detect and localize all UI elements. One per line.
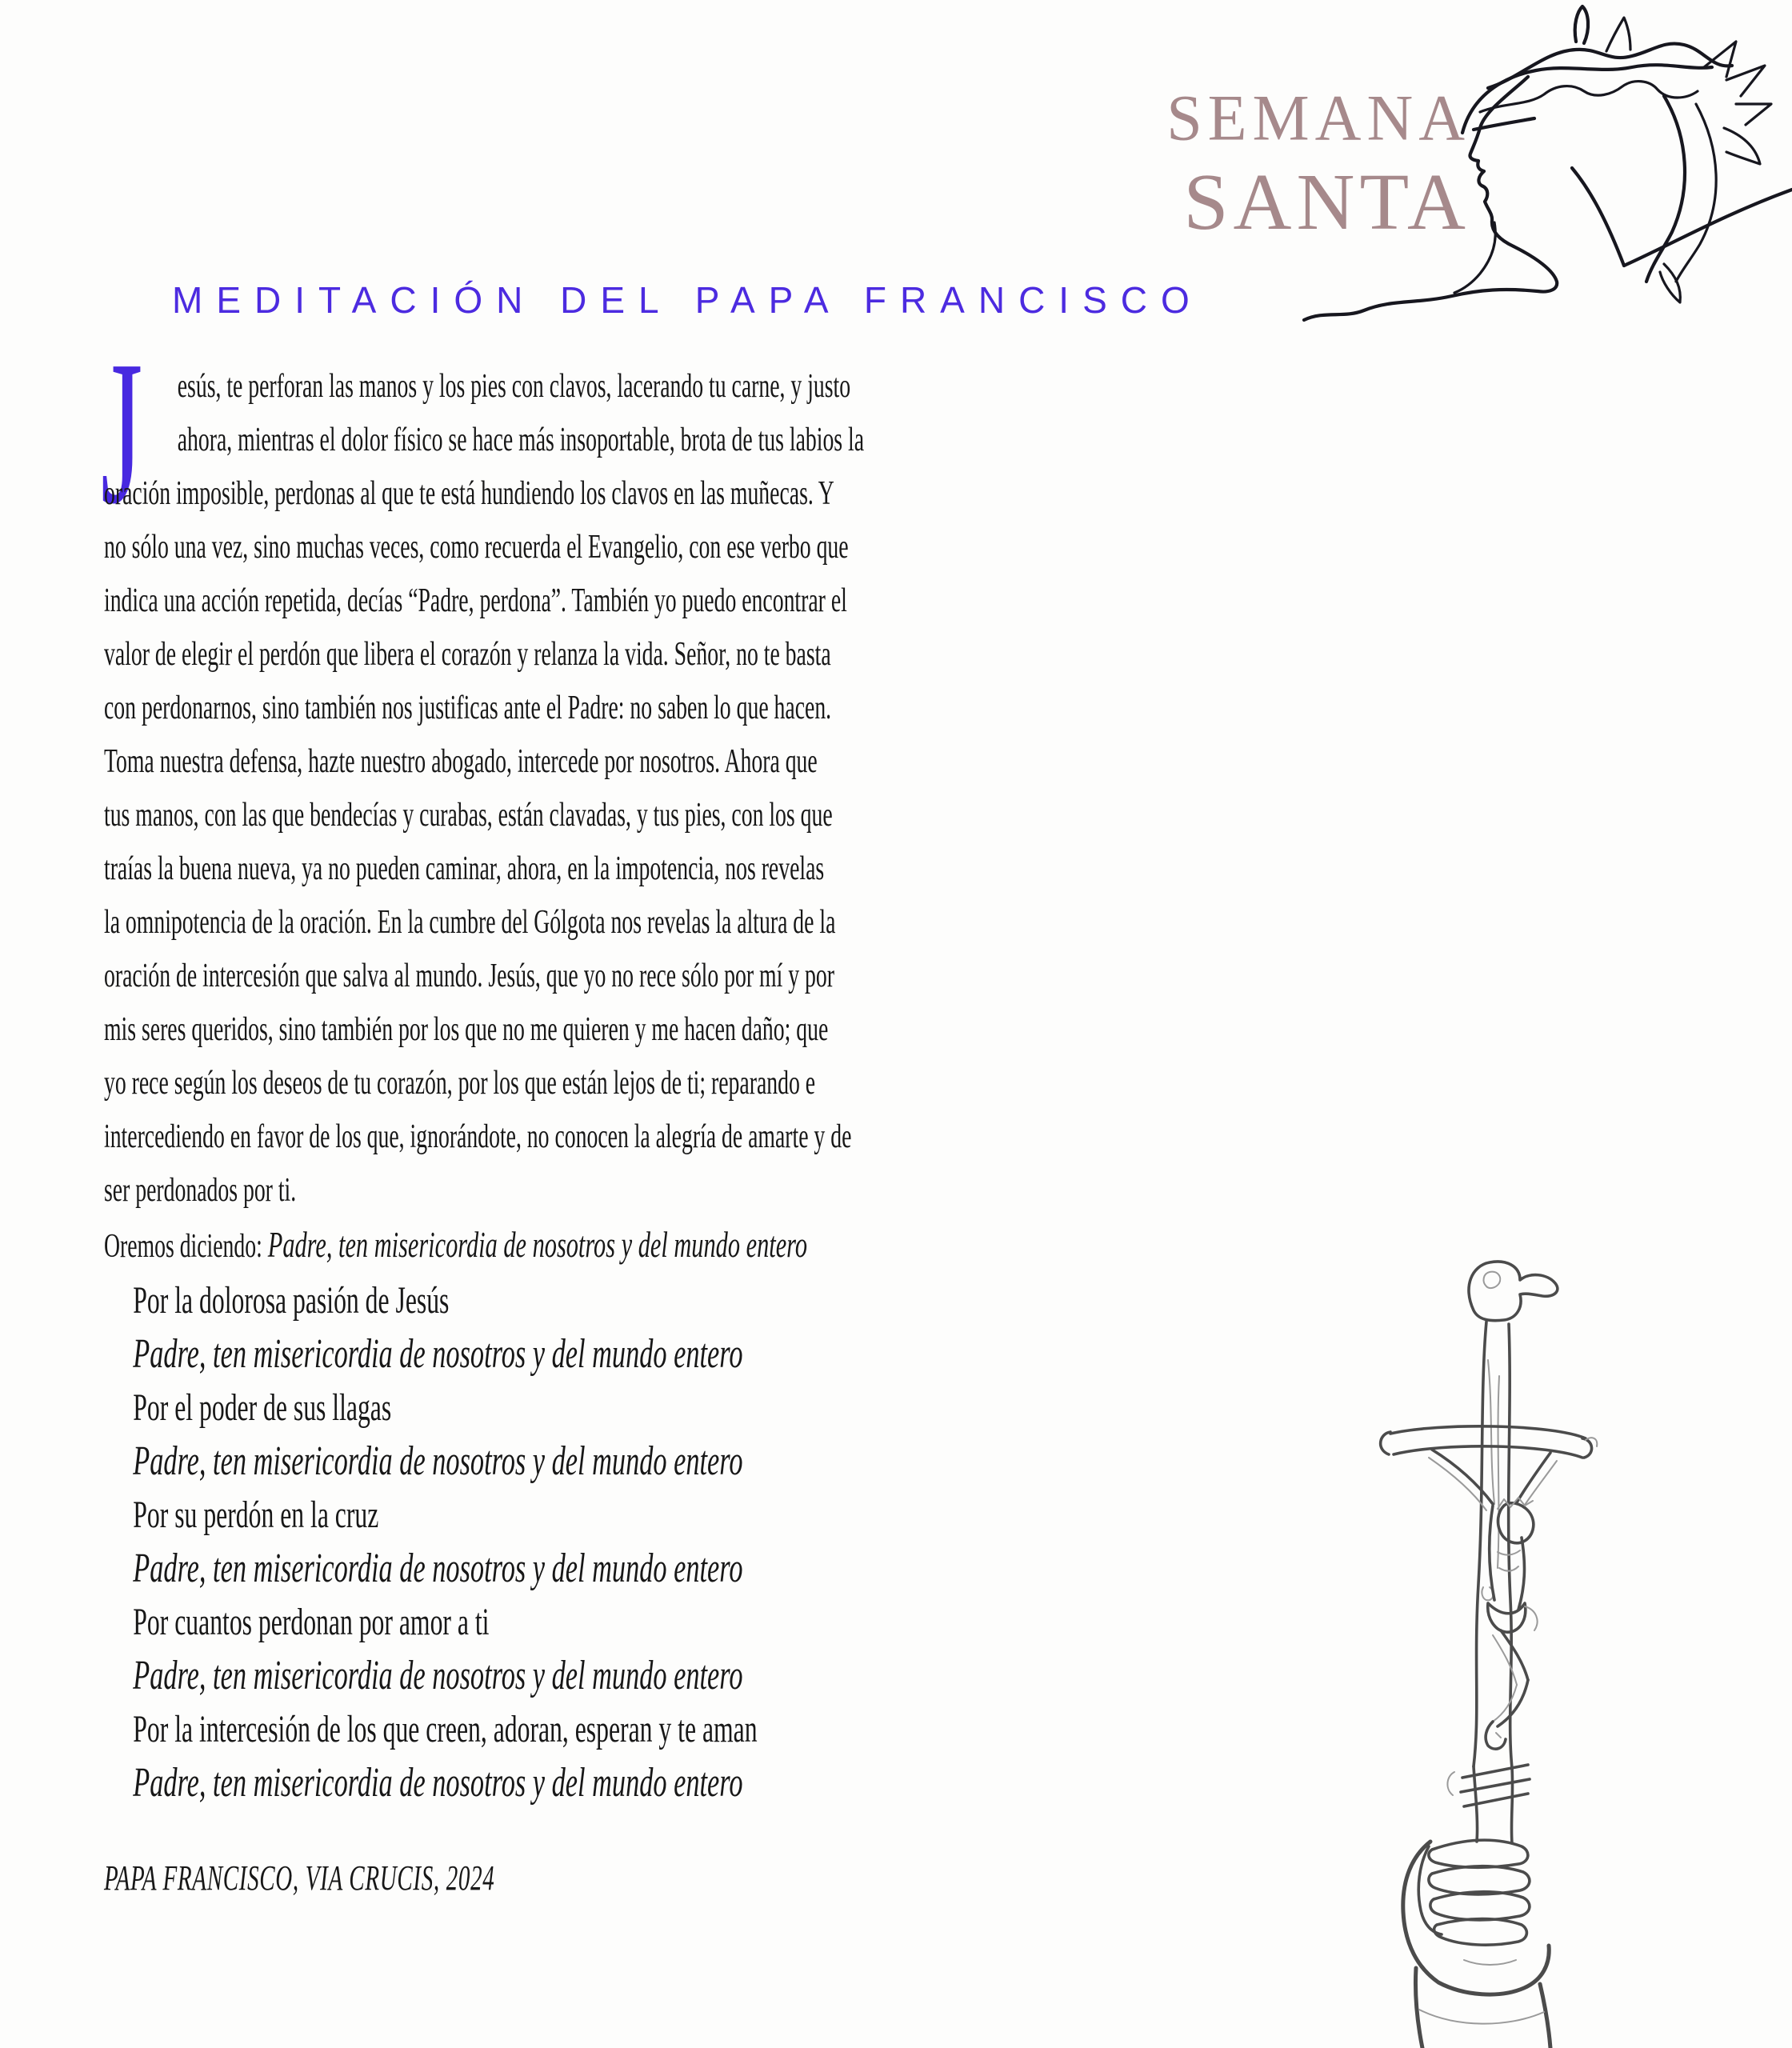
litany-intro-prefix: Oremos diciendo:: [104, 1228, 268, 1265]
meditation-line: Toma nuestra defensa, hazte nuestro abogado, intercede por nosotros. Ahora que: [104, 743, 818, 780]
litany-petition: Por cuantos perdonan por amor a ti: [133, 1601, 490, 1643]
brand-semana-santa: [1166, 82, 1470, 246]
litany-petition: Por el poder de sus llagas: [133, 1386, 392, 1429]
litany-petition: Por la intercesión de los que creen, adoran, esperan y te aman: [133, 1708, 758, 1750]
dropcap-J: J: [101, 318, 143, 546]
meditation-line: ahora, mientras el dolor físico se hace más insoportable, brota de tus labios la: [177, 422, 865, 458]
brand-line-1: SEMANA: [1166, 82, 1470, 154]
meditation-line: oración imposible, perdonas al que te está hundiendo los clavos en las muñecas. Y: [104, 475, 834, 512]
meditation-line: yo rece según los deseos de tu corazón, por los que están lejos de ti; reparando e: [104, 1065, 816, 1102]
page-title: MEDITACIÓN DEL PAPA FRANCISCO: [172, 279, 1203, 321]
litany-response: Padre, ten misericordia de nosotros y del mundo entero: [133, 1331, 743, 1377]
litany-intro: [104, 1218, 981, 1274]
meditation-paragraph: [104, 360, 981, 1218]
litany-list: [104, 1274, 981, 1810]
litany-response: Padre, ten misericordia de nosotros y del mundo entero: [133, 1760, 743, 1806]
text-column: [104, 360, 981, 1898]
meditation-line: no sólo una vez, sino muchas veces, como recuerda el Evangelio, con ese verbo que: [104, 529, 849, 566]
meditation-line: la omnipotencia de la oración. En la cumbre del Gólgota nos revelas la altura de la: [104, 904, 836, 941]
attribution: PAPA FRANCISCO, VIA CRUCIS, 2024: [104, 1858, 495, 1898]
meditation-line: esús, te perforan las manos y los pies con clavos, lacerando tu carne, y justo: [177, 368, 851, 405]
meditation-line: tus manos, con las que bendecías y curabas, están clavadas, y tus pies, con los que: [104, 797, 833, 834]
meditation-line: valor de elegir el perdón que libera el corazón y relanza la vida. Señor, no te basta: [104, 636, 831, 673]
brand-line-2: SANTA: [1183, 157, 1470, 246]
meditation-line: con perdonarnos, sino también nos justificas ante el Padre: no saben lo que hacen.: [104, 690, 832, 726]
meditation-line: oración de intercesión que salva al mundo. Jesús, que yo no rece sólo por mí y por: [104, 958, 834, 994]
meditation-line: indica una acción repetida, decías “Padre, perdona”. También yo puedo encontrar el: [104, 582, 847, 619]
hand-holding-crucifix-icon: [1352, 1248, 1624, 2048]
litany-petition: Por su perdón en la cruz: [133, 1494, 379, 1536]
litany-response: Padre, ten misericordia de nosotros y del mundo entero: [133, 1653, 743, 1698]
meditation-line: traías la buena nueva, ya no pueden caminar, ahora, en la impotencia, nos revelas: [104, 850, 825, 887]
meditation-line: ser perdonados por ti.: [104, 1172, 297, 1209]
litany-response: Padre, ten misericordia de nosotros y del mundo entero: [133, 1438, 743, 1484]
meditation-line: intercediendo en favor de los que, ignorándote, no conocen la alegría de amarte y de: [104, 1118, 852, 1155]
litany-intro-response: Padre, ten misericordia de nosotros y del mundo entero: [267, 1224, 808, 1265]
litany-response: Padre, ten misericordia de nosotros y del mundo entero: [133, 1546, 743, 1591]
meditation-line: mis seres queridos, sino también por los que no me quieren y me hacen daño; que: [104, 1011, 829, 1048]
litany-petition: Por la dolorosa pasión de Jesús: [133, 1279, 450, 1322]
